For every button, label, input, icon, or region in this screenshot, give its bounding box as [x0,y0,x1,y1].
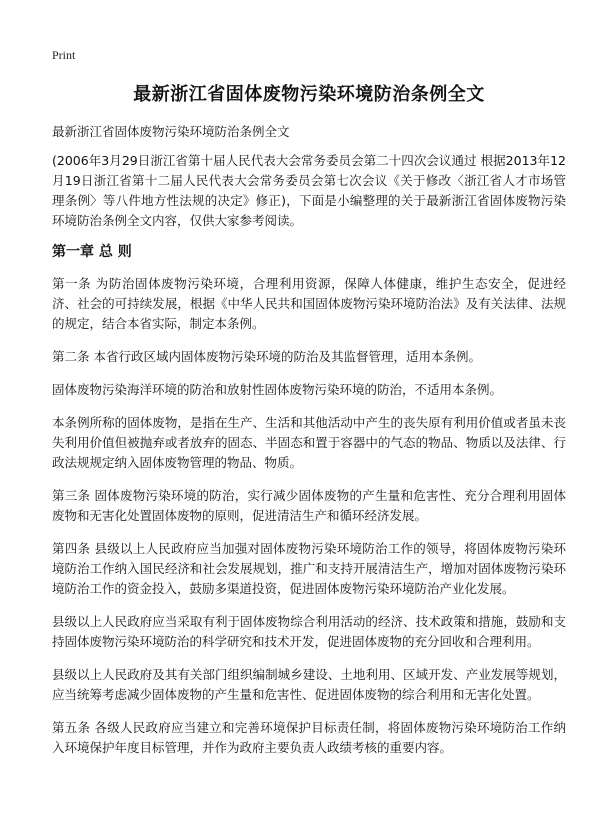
article-paragraph: 第一条 为防治固体废物污染环境，合理利用资源，保障人体健康，维护生态安全，促进经济、社会的可持续发展，根据《中华人民共和国固体废物污染环境防治法》及有关法律、法规的规定，结合本省实际，制定本条例。 [52,276,566,331]
chapter-heading: 第一章 总 则 [52,244,132,260]
article-paragraph: 县级以上人民政府及其有关部门组织编制城乡建设、土地利用、区域开发、产业发展等规划，应当统筹考虑减少固体废物的产生量和危害性、促进固体废物的综合利用和无害化处置。 [52,667,566,702]
print-link[interactable]: Print [52,48,76,62]
article-paragraph: 固体废物污染海洋环境的防治和放射性固体废物污染环境的防治，不适用本条例。 [52,382,503,397]
article-paragraph: 第三条 固体废物污染环境的防治，实行减少固体废物的产生量和危害性、充分合理利用固体废物和无害化处置固体废物的原则，促进清洁生产和循环经济发展。 [52,488,566,523]
article-paragraph: 第二条 本省行政区域内固体废物污染环境的防治及其监督管理，适用本条例。 [52,349,481,364]
article-paragraph: 本条例所称的固体废物，是指在生产、生活和其他活动中产生的丧失原有利用价值或者虽未丧失利用价值但被抛弃或者放弃的固态、半固态和置于容器中的气态的物品、物质以及法律、行政法规规定纳入固体废物管理的物品、物质。 [52,415,566,470]
article-paragraph: 第四条 县级以上人民政府应当加强对固体废物污染环境防治工作的领导，将固体废物污染环境防治工作纳入国民经济和社会发展规划，推广和支持开展清洁生产，增加对固体废物污染环境防治工作的资金投入，鼓励多渠道投资，促进固体废物污染环境防治产业化发展。 [52,541,566,596]
article-body [52,122,566,771]
article-intro: (2006年3月29日浙江省第十届人民代表大会常务委员会第二十四次会议通过 根据2013年12月19日浙江省第十二届人民代表大会常务委员会第七次会议《关于修改〈浙江省人才市场管理条例〉等八件地方性法规的决定》修正)，下面是小编整理的关于最新浙江省固体废物污染环境防治条例全文内容，仅供大家参考阅读。 [52,153,566,228]
page-title: 最新浙江省固体废物污染环境防治条例全文 [133,84,485,105]
article-paragraph: 县级以上人民政府应当采取有利于固体废物综合利用活动的经济、技术政策和措施，鼓励和支持固体废物污染环境防治的科学研究和技术开发，促进固体废物的充分回收和合理利用。 [52,614,566,649]
article-subtitle: 最新浙江省固体废物污染环境防治条例全文 [52,124,290,139]
article-paragraph: 第五条 各级人民政府应当建立和完善环境保护目标责任制，将固体废物污染环境防治工作纳入环境保护年度目标管理，并作为政府主要负责人政绩考核的重要内容。 [52,720,566,755]
